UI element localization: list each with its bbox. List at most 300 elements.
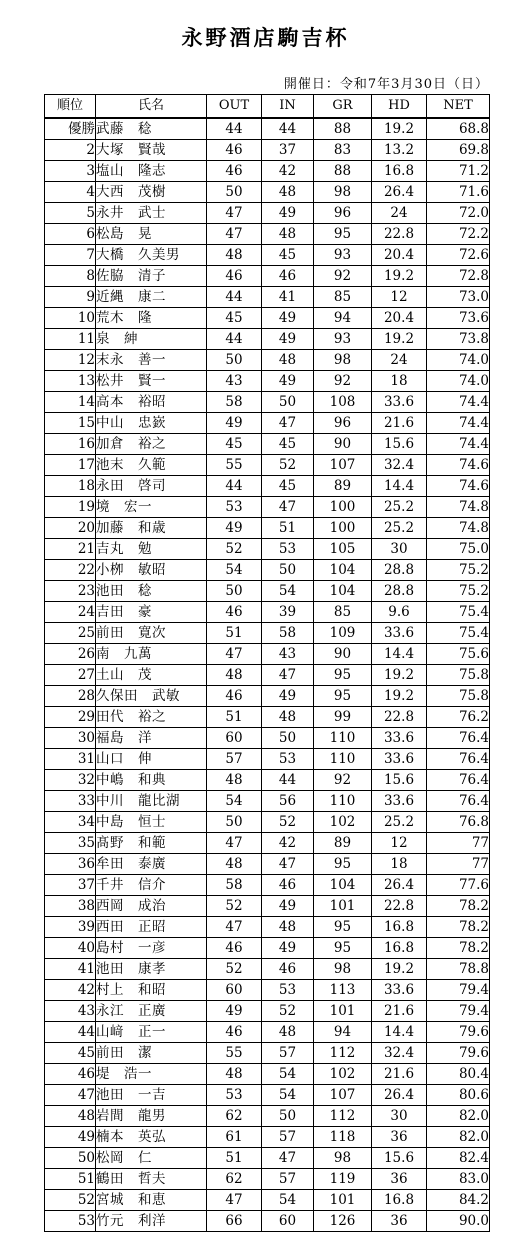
handicap-cell: 12 [372, 287, 427, 308]
gross-score-cell: 98 [314, 1148, 372, 1169]
table-row [45, 266, 490, 287]
table-row [45, 1148, 490, 1169]
handicap-cell: 33.6 [372, 728, 427, 749]
table-row [45, 245, 490, 266]
gross-score-cell: 93 [314, 245, 372, 266]
net-score-cell: 75.4 [427, 602, 490, 623]
table-row [45, 392, 490, 413]
player-name-cell: 佐脇 清子 [96, 266, 207, 287]
gross-score-cell: 102 [314, 1064, 372, 1085]
header-gross: GR [314, 95, 372, 119]
header-out: OUT [207, 95, 262, 119]
net-score-cell: 73.0 [427, 287, 490, 308]
player-name-cell: 池田 稔 [96, 581, 207, 602]
handicap-cell: 19.2 [372, 665, 427, 686]
out-score-cell: 58 [207, 875, 262, 896]
in-score-cell: 53 [262, 749, 314, 770]
out-score-cell: 46 [207, 602, 262, 623]
out-score-cell: 53 [207, 1085, 262, 1106]
handicap-cell: 19.2 [372, 118, 427, 140]
rank-cell: 40 [45, 938, 96, 959]
rank-cell: 17 [45, 455, 96, 476]
handicap-cell: 33.6 [372, 749, 427, 770]
rank-cell: 25 [45, 623, 96, 644]
handicap-cell: 33.6 [372, 980, 427, 1001]
table-row [45, 224, 490, 245]
net-score-cell: 74.6 [427, 476, 490, 497]
table-row [45, 959, 490, 980]
table-row [45, 875, 490, 896]
rank-cell: 27 [45, 665, 96, 686]
gross-score-cell: 108 [314, 392, 372, 413]
table-row [45, 896, 490, 917]
rank-cell: 37 [45, 875, 96, 896]
gross-score-cell: 85 [314, 287, 372, 308]
net-score-cell: 82.0 [427, 1127, 490, 1148]
gross-score-cell: 101 [314, 1001, 372, 1022]
net-score-cell: 76.8 [427, 812, 490, 833]
gross-score-cell: 112 [314, 1043, 372, 1064]
in-score-cell: 54 [262, 1190, 314, 1211]
handicap-cell: 20.4 [372, 308, 427, 329]
out-score-cell: 53 [207, 497, 262, 518]
rank-cell: 11 [45, 329, 96, 350]
handicap-cell: 16.8 [372, 161, 427, 182]
net-score-cell: 72.6 [427, 245, 490, 266]
net-score-cell: 75.6 [427, 644, 490, 665]
rank-cell: 21 [45, 539, 96, 560]
in-score-cell: 42 [262, 161, 314, 182]
header-rank: 順位 [45, 95, 96, 119]
in-score-cell: 58 [262, 623, 314, 644]
rank-cell: 43 [45, 1001, 96, 1022]
net-score-cell: 78.2 [427, 938, 490, 959]
table-row [45, 518, 490, 539]
table-row [45, 1211, 490, 1232]
in-score-cell: 48 [262, 707, 314, 728]
net-score-cell: 75.2 [427, 581, 490, 602]
in-score-cell: 48 [262, 1022, 314, 1043]
in-score-cell: 47 [262, 665, 314, 686]
net-score-cell: 83.0 [427, 1169, 490, 1190]
gross-score-cell: 101 [314, 1190, 372, 1211]
table-row [45, 938, 490, 959]
handicap-cell: 28.8 [372, 560, 427, 581]
out-score-cell: 57 [207, 749, 262, 770]
handicap-cell: 19.2 [372, 686, 427, 707]
in-score-cell: 50 [262, 728, 314, 749]
handicap-cell: 33.6 [372, 791, 427, 812]
handicap-cell: 21.6 [372, 413, 427, 434]
gross-score-cell: 95 [314, 917, 372, 938]
out-score-cell: 46 [207, 1022, 262, 1043]
in-score-cell: 49 [262, 329, 314, 350]
player-name-cell: 中川 龍比湖 [96, 791, 207, 812]
rank-cell: 6 [45, 224, 96, 245]
gross-score-cell: 110 [314, 728, 372, 749]
table-row [45, 476, 490, 497]
in-score-cell: 43 [262, 644, 314, 665]
player-name-cell: 中島 恒士 [96, 812, 207, 833]
gross-score-cell: 88 [314, 118, 372, 140]
out-score-cell: 43 [207, 371, 262, 392]
table-header-row [45, 95, 490, 119]
handicap-cell: 26.4 [372, 182, 427, 203]
gross-score-cell: 104 [314, 560, 372, 581]
net-score-cell: 74.0 [427, 350, 490, 371]
rank-cell: 44 [45, 1022, 96, 1043]
player-name-cell: 岩間 龍男 [96, 1106, 207, 1127]
handicap-cell: 24 [372, 350, 427, 371]
rank-cell: 52 [45, 1190, 96, 1211]
rank-cell: 50 [45, 1148, 96, 1169]
gross-score-cell: 119 [314, 1169, 372, 1190]
handicap-cell: 15.6 [372, 1148, 427, 1169]
rank-cell: 12 [45, 350, 96, 371]
player-name-cell: 前田 寛次 [96, 623, 207, 644]
gross-score-cell: 98 [314, 959, 372, 980]
out-score-cell: 45 [207, 308, 262, 329]
player-name-cell: 髙野 和範 [96, 833, 207, 854]
player-name-cell: 中山 忠嶔 [96, 413, 207, 434]
gross-score-cell: 95 [314, 686, 372, 707]
net-score-cell: 74.4 [427, 434, 490, 455]
net-score-cell: 75.0 [427, 539, 490, 560]
out-score-cell: 60 [207, 728, 262, 749]
gross-score-cell: 92 [314, 266, 372, 287]
table-row [45, 1190, 490, 1211]
in-score-cell: 49 [262, 203, 314, 224]
out-score-cell: 58 [207, 392, 262, 413]
gross-score-cell: 110 [314, 791, 372, 812]
rank-cell: 14 [45, 392, 96, 413]
table-row [45, 161, 490, 182]
player-name-cell: 永井 武士 [96, 203, 207, 224]
in-score-cell: 57 [262, 1169, 314, 1190]
player-name-cell: 加倉 裕之 [96, 434, 207, 455]
player-name-cell: 鶴田 哲夫 [96, 1169, 207, 1190]
gross-score-cell: 83 [314, 140, 372, 161]
out-score-cell: 48 [207, 245, 262, 266]
table-row [45, 644, 490, 665]
gross-score-cell: 93 [314, 329, 372, 350]
player-name-cell: 山﨑 正一 [96, 1022, 207, 1043]
net-score-cell: 77 [427, 833, 490, 854]
gross-score-cell: 90 [314, 434, 372, 455]
out-score-cell: 48 [207, 665, 262, 686]
table-row [45, 665, 490, 686]
player-name-cell: 千井 信介 [96, 875, 207, 896]
net-score-cell: 76.2 [427, 707, 490, 728]
gross-score-cell: 126 [314, 1211, 372, 1232]
handicap-cell: 13.2 [372, 140, 427, 161]
gross-score-cell: 92 [314, 371, 372, 392]
gross-score-cell: 96 [314, 203, 372, 224]
gross-score-cell: 98 [314, 350, 372, 371]
out-score-cell: 52 [207, 959, 262, 980]
handicap-cell: 22.8 [372, 707, 427, 728]
in-score-cell: 54 [262, 581, 314, 602]
out-score-cell: 54 [207, 791, 262, 812]
table-row [45, 1064, 490, 1085]
out-score-cell: 61 [207, 1127, 262, 1148]
rank-cell: 24 [45, 602, 96, 623]
player-name-cell: 小栁 敏昭 [96, 560, 207, 581]
rank-cell: 20 [45, 518, 96, 539]
table-row [45, 182, 490, 203]
handicap-cell: 14.4 [372, 476, 427, 497]
gross-score-cell: 92 [314, 770, 372, 791]
net-score-cell: 73.8 [427, 329, 490, 350]
rank-cell: 45 [45, 1043, 96, 1064]
gross-score-cell: 100 [314, 497, 372, 518]
gross-score-cell: 110 [314, 749, 372, 770]
player-name-cell: 西岡 成治 [96, 896, 207, 917]
in-score-cell: 49 [262, 371, 314, 392]
rank-cell: 41 [45, 959, 96, 980]
handicap-cell: 33.6 [372, 623, 427, 644]
table-row [45, 854, 490, 875]
in-score-cell: 57 [262, 1043, 314, 1064]
net-score-cell: 73.6 [427, 308, 490, 329]
player-name-cell: 前田 潔 [96, 1043, 207, 1064]
out-score-cell: 45 [207, 434, 262, 455]
table-row [45, 833, 490, 854]
rank-cell: 46 [45, 1064, 96, 1085]
net-score-cell: 78.2 [427, 917, 490, 938]
in-score-cell: 37 [262, 140, 314, 161]
table-row [45, 1085, 490, 1106]
gross-score-cell: 94 [314, 1022, 372, 1043]
out-score-cell: 47 [207, 833, 262, 854]
handicap-cell: 14.4 [372, 644, 427, 665]
gross-score-cell: 94 [314, 308, 372, 329]
net-score-cell: 76.4 [427, 728, 490, 749]
in-score-cell: 54 [262, 1064, 314, 1085]
table-row [45, 308, 490, 329]
gross-score-cell: 102 [314, 812, 372, 833]
in-score-cell: 47 [262, 413, 314, 434]
rank-cell: 3 [45, 161, 96, 182]
player-name-cell: 久保田 武敏 [96, 686, 207, 707]
gross-score-cell: 85 [314, 602, 372, 623]
out-score-cell: 52 [207, 539, 262, 560]
player-name-cell: 大橋 久美男 [96, 245, 207, 266]
out-score-cell: 44 [207, 329, 262, 350]
player-name-cell: 永田 啓司 [96, 476, 207, 497]
table-row [45, 287, 490, 308]
header-net: NET [427, 95, 490, 119]
in-score-cell: 48 [262, 350, 314, 371]
rank-cell: 15 [45, 413, 96, 434]
handicap-cell: 21.6 [372, 1001, 427, 1022]
net-score-cell: 72.2 [427, 224, 490, 245]
gross-score-cell: 96 [314, 413, 372, 434]
table-row [45, 560, 490, 581]
player-name-cell: 松井 賢一 [96, 371, 207, 392]
table-row [45, 413, 490, 434]
net-score-cell: 80.4 [427, 1064, 490, 1085]
player-name-cell: 泉 紳 [96, 329, 207, 350]
out-score-cell: 46 [207, 140, 262, 161]
in-score-cell: 50 [262, 1106, 314, 1127]
out-score-cell: 47 [207, 203, 262, 224]
rank-cell: 53 [45, 1211, 96, 1232]
player-name-cell: 島村 一彦 [96, 938, 207, 959]
player-name-cell: 大塚 賢哉 [96, 140, 207, 161]
handicap-cell: 30 [372, 1106, 427, 1127]
table-row [45, 1022, 490, 1043]
gross-score-cell: 112 [314, 1106, 372, 1127]
gross-score-cell: 90 [314, 644, 372, 665]
handicap-cell: 19.2 [372, 266, 427, 287]
in-score-cell: 53 [262, 539, 314, 560]
handicap-cell: 22.8 [372, 896, 427, 917]
handicap-cell: 18 [372, 371, 427, 392]
in-score-cell: 50 [262, 392, 314, 413]
out-score-cell: 46 [207, 938, 262, 959]
player-name-cell: 境 宏一 [96, 497, 207, 518]
header-handicap: HD [372, 95, 427, 119]
net-score-cell: 80.6 [427, 1085, 490, 1106]
table-row [45, 434, 490, 455]
table-row [45, 623, 490, 644]
rank-cell: 31 [45, 749, 96, 770]
gross-score-cell: 89 [314, 833, 372, 854]
results-table [44, 94, 490, 1232]
in-score-cell: 53 [262, 980, 314, 1001]
out-score-cell: 48 [207, 770, 262, 791]
rank-cell: 36 [45, 854, 96, 875]
handicap-cell: 21.6 [372, 1064, 427, 1085]
handicap-cell: 18 [372, 854, 427, 875]
handicap-cell: 14.4 [372, 1022, 427, 1043]
net-score-cell: 79.6 [427, 1043, 490, 1064]
handicap-cell: 32.4 [372, 455, 427, 476]
player-name-cell: 塩山 隆志 [96, 161, 207, 182]
handicap-cell: 25.2 [372, 497, 427, 518]
out-score-cell: 49 [207, 518, 262, 539]
net-score-cell: 75.4 [427, 623, 490, 644]
in-score-cell: 49 [262, 308, 314, 329]
player-name-cell: 山口 伸 [96, 749, 207, 770]
table-row [45, 602, 490, 623]
in-score-cell: 51 [262, 518, 314, 539]
in-score-cell: 56 [262, 791, 314, 812]
handicap-cell: 16.8 [372, 917, 427, 938]
gross-score-cell: 95 [314, 665, 372, 686]
header-in: IN [262, 95, 314, 119]
out-score-cell: 55 [207, 455, 262, 476]
out-score-cell: 49 [207, 413, 262, 434]
gross-score-cell: 105 [314, 539, 372, 560]
in-score-cell: 49 [262, 938, 314, 959]
out-score-cell: 62 [207, 1106, 262, 1127]
player-name-cell: 加藤 和歳 [96, 518, 207, 539]
player-name-cell: 土山 茂 [96, 665, 207, 686]
net-score-cell: 74.0 [427, 371, 490, 392]
table-row [45, 770, 490, 791]
rank-cell: 33 [45, 791, 96, 812]
table-row [45, 980, 490, 1001]
gross-score-cell: 107 [314, 1085, 372, 1106]
player-name-cell: 永江 正廣 [96, 1001, 207, 1022]
gross-score-cell: 98 [314, 182, 372, 203]
rank-cell: 26 [45, 644, 96, 665]
player-name-cell: 吉田 豪 [96, 602, 207, 623]
table-row [45, 350, 490, 371]
net-score-cell: 72.8 [427, 266, 490, 287]
handicap-cell: 9.6 [372, 602, 427, 623]
in-score-cell: 49 [262, 686, 314, 707]
table-row [45, 581, 490, 602]
net-score-cell: 79.6 [427, 1022, 490, 1043]
table-row [45, 812, 490, 833]
handicap-cell: 15.6 [372, 770, 427, 791]
handicap-cell: 20.4 [372, 245, 427, 266]
player-name-cell: 大西 茂樹 [96, 182, 207, 203]
in-score-cell: 46 [262, 266, 314, 287]
net-score-cell: 76.4 [427, 770, 490, 791]
gross-score-cell: 107 [314, 455, 372, 476]
gross-score-cell: 95 [314, 938, 372, 959]
net-score-cell: 78.2 [427, 896, 490, 917]
table-row [45, 1001, 490, 1022]
in-score-cell: 57 [262, 1127, 314, 1148]
net-score-cell: 84.2 [427, 1190, 490, 1211]
net-score-cell: 74.4 [427, 413, 490, 434]
out-score-cell: 50 [207, 812, 262, 833]
player-name-cell: 南 九萬 [96, 644, 207, 665]
table-row [45, 1043, 490, 1064]
net-score-cell: 68.8 [427, 118, 490, 140]
rank-cell: 47 [45, 1085, 96, 1106]
gross-score-cell: 118 [314, 1127, 372, 1148]
handicap-cell: 33.6 [372, 392, 427, 413]
table-row [45, 140, 490, 161]
handicap-cell: 36 [372, 1211, 427, 1232]
rank-cell: 29 [45, 707, 96, 728]
out-score-cell: 66 [207, 1211, 262, 1232]
in-score-cell: 46 [262, 959, 314, 980]
rank-cell: 22 [45, 560, 96, 581]
gross-score-cell: 99 [314, 707, 372, 728]
gross-score-cell: 95 [314, 854, 372, 875]
player-name-cell: 西田 正昭 [96, 917, 207, 938]
rank-cell: 51 [45, 1169, 96, 1190]
table-row [45, 203, 490, 224]
handicap-cell: 19.2 [372, 959, 427, 980]
rank-cell: 4 [45, 182, 96, 203]
net-score-cell: 74.8 [427, 497, 490, 518]
net-score-cell: 74.4 [427, 392, 490, 413]
handicap-cell: 25.2 [372, 518, 427, 539]
rank-cell: 23 [45, 581, 96, 602]
rank-cell: 18 [45, 476, 96, 497]
rank-cell: 35 [45, 833, 96, 854]
player-name-cell: 池田 康孝 [96, 959, 207, 980]
player-name-cell: 松岡 仁 [96, 1148, 207, 1169]
table-row [45, 539, 490, 560]
gross-score-cell: 95 [314, 224, 372, 245]
player-name-cell: 牟田 泰廣 [96, 854, 207, 875]
out-score-cell: 50 [207, 350, 262, 371]
page-title: 永野酒店駒吉杯 [181, 25, 350, 50]
player-name-cell: 中嶋 和典 [96, 770, 207, 791]
net-score-cell: 82.0 [427, 1106, 490, 1127]
rank-cell: 9 [45, 287, 96, 308]
table-row [45, 1106, 490, 1127]
